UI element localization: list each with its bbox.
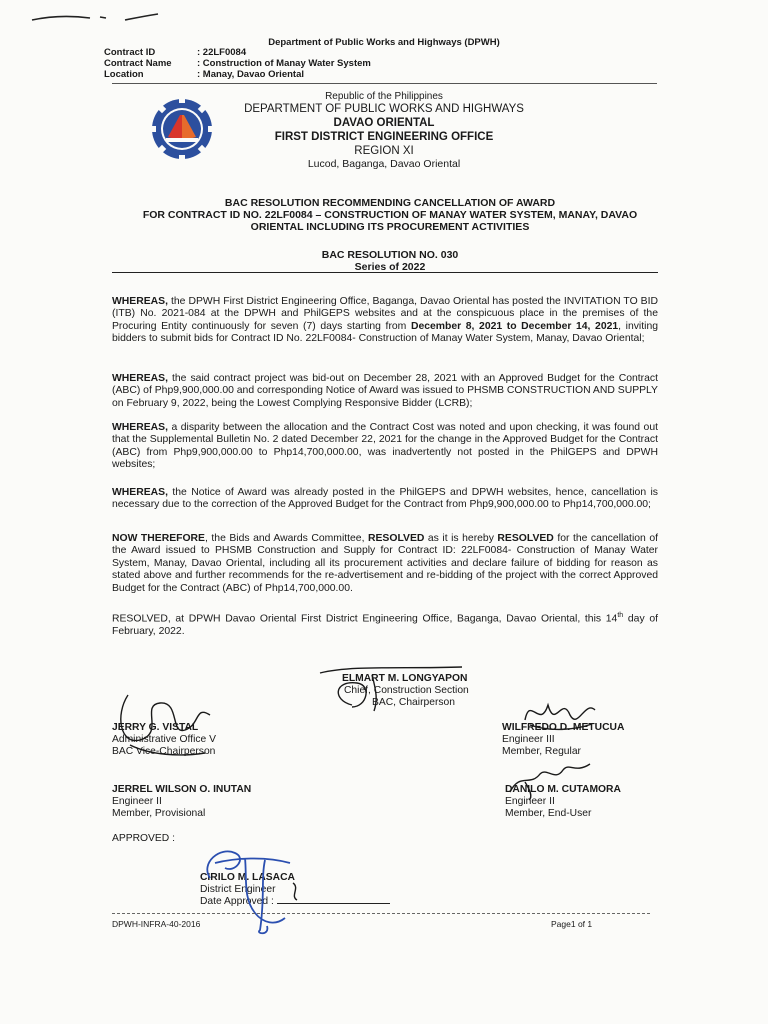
p4-lead: WHEREAS,: [112, 487, 168, 498]
p5-text-c: for the cancellation of the Award issued to PHSMB Construction and Supply for Contract ID: 22LF0084- Construction of Manay Water System, Manay, Davao Oriental, including all its procurement activities and declare failure of bidding for reason as stated above and further recommends for the re-advertisement and re-bidding of the project with the correct Approved Budget for the Contract (ABC) of Php14,700,000.00.: [112, 533, 658, 594]
chair-title: Chief, Construction Section: [344, 685, 469, 696]
p2-lead: WHEREAS,: [112, 373, 168, 384]
p1-text-b: , inviting bidders to submit bids for Contract ID No. 22LF0084- Construction of Manay Water System, Manay, Davao Oriental;: [112, 320, 658, 345]
inutan-signatory: [112, 784, 251, 820]
inutan-name: JERREL WILSON O. INUTAN: [112, 784, 252, 795]
form-code: DPWH-INFRA-40-2016: [112, 919, 201, 929]
department-text: DEPARTMENT OF PUBLIC WORKS AND HIGHWAYS: [244, 103, 524, 115]
p3-text: a disparity between the allocation and the Contract Cost was noted and upon checking, it was found out that the Supplemental Bulletin No. 2 dated December 22, 2021 for the change in the Approved Budget for the Contract (ABC) from Php9,900,000.00 to Php14,700,000.00, was inadvertently not posted in the PhilGEPS and DPWH websites;: [112, 422, 658, 471]
p6-sup: th: [617, 612, 624, 619]
p1-dates: December 8, 2021 to December 14, 2021: [410, 320, 619, 332]
resolution-series: Series of 2022: [354, 261, 426, 273]
resolution-divider: [112, 272, 658, 273]
region-text: REGION XI: [354, 145, 414, 157]
approver-title: District Engineer: [200, 884, 276, 895]
footer-divider: [112, 913, 650, 914]
resolution-number: BAC RESOLUTION NO. 030: [321, 249, 459, 261]
p5-resolved-1: RESOLVED: [368, 533, 425, 544]
p3-lead: WHEREAS,: [112, 422, 168, 433]
inutan-title: Engineer II: [112, 796, 162, 807]
republic-text: Republic of the Philippines: [325, 91, 443, 102]
whereas-paragraph-3: [112, 422, 658, 472]
metucua-signature: [520, 690, 600, 740]
header-divider: [112, 83, 657, 84]
cutamora-title: Engineer II: [505, 796, 555, 807]
page-number: Page1 of 1: [551, 919, 593, 929]
p1-text-a: the DPWH First District Engineering Office, Baganga, Davao Oriental has posted the INVITATION TO BID (ITB) No. 2021-084 at the DPWH and PhilGEPS websites and at the conspicuous place in the premises of the Procuring Entity continuously for seven (7) days starting from: [112, 296, 658, 332]
resolved-paragraph: [112, 610, 658, 638]
cutamora-signature: [505, 752, 595, 802]
location-value: : Manay, Davao Oriental: [197, 69, 304, 80]
contract-id-value: : 22LF0084: [197, 47, 247, 58]
approved-label: APPROVED :: [112, 833, 175, 844]
inutan-role: Member, Provisional: [112, 808, 206, 819]
contract-id-label: Contract ID: [104, 47, 156, 58]
contract-name-value: : Construction of Manay Water System: [197, 58, 371, 69]
resolution-title-line3: ORIENTAL INCLUDING ITS PROCUREMENT ACTIVITIES: [250, 221, 530, 233]
vice-chair-name: JERRY G. VISTAL: [112, 722, 199, 733]
cutamora-role: Member, End-User: [505, 808, 592, 819]
pen-mark: [30, 8, 160, 28]
district-office-text: FIRST DISTRICT ENGINEERING OFFICE: [274, 131, 494, 143]
resolution-title-line2: FOR CONTRACT ID NO. 22LF0084 – CONSTRUCTION OF MANAY WATER SYSTEM, MANAY, DAVAO: [142, 209, 638, 221]
whereas-paragraph-1: [112, 296, 658, 346]
now-therefore-paragraph: [112, 533, 658, 595]
metucua-title: Engineer III: [502, 734, 555, 745]
contract-meta: [104, 47, 371, 80]
p5-text-b: as it is hereby: [424, 533, 498, 544]
p2-text: the said contract project was bid-out on December 28, 2021 with an Approved Budget for the Contract (ABC) of Php9,900,000.00 and corresponding Notice of Award was issued to PHSMB CONSTRUCTION AND SUPPLY on February 9, 2022, being the Lowest Complying Responsive Bidder (LCRB);: [112, 373, 658, 409]
approver-signature: [195, 838, 315, 938]
metucua-role: Member, Regular: [502, 746, 581, 757]
metucua-name: WILFREDO D. METUCUA: [502, 722, 625, 733]
cutamora-name: DANILO M. CUTAMORA: [505, 784, 621, 795]
location-label: Location: [104, 69, 144, 80]
p5-lead: NOW THEREFORE: [112, 533, 205, 544]
vice-chair-title: Administrative Office V: [112, 734, 216, 745]
p5-text-a: , the Bids and Awards Committee,: [205, 533, 368, 544]
chair-signature: [312, 645, 482, 715]
chair-name: ELMART M. LONGYAPON: [342, 673, 468, 684]
dpwh-header-title: Department of Public Works and Highways (DPWH): [268, 37, 500, 48]
address-text: Lucod, Baganga, Davao Oriental: [307, 158, 461, 170]
whereas-paragraph-2: [112, 373, 658, 410]
p6-text-a: RESOLVED, at DPWH Davao Oriental First District Engineering Office, Baganga, Davao Oriental, this 14: [112, 613, 618, 625]
date-approved-label: Date Approved :: [200, 896, 274, 907]
chair-role: BAC, Chairperson: [372, 697, 455, 708]
p5-resolved-2: RESOLVED: [497, 533, 554, 544]
p6-text-b: day of February, 2022.: [112, 613, 658, 637]
p4-text: the Notice of Award was already posted in the PhilGEPS and DPWH websites, hence, cancellation is necessary due to the correction of the Approved Budget for the Contract from Php9,900,000.00 to Php14,700,000.00;: [112, 487, 658, 511]
resolution-title-line1: BAC RESOLUTION RECOMMENDING CANCELLATION OF AWARD: [224, 197, 556, 209]
province-text: DAVAO ORIENTAL: [333, 117, 435, 129]
vice-chair-role: BAC Vice-Chairperson: [112, 746, 216, 757]
vice-chair-signature: [110, 685, 220, 765]
p1-lead: WHEREAS,: [112, 296, 168, 307]
whereas-paragraph-4: [112, 487, 658, 512]
contract-name-label: Contract Name: [104, 58, 172, 69]
approver-name: CIRILO M. LASACA: [200, 872, 295, 883]
